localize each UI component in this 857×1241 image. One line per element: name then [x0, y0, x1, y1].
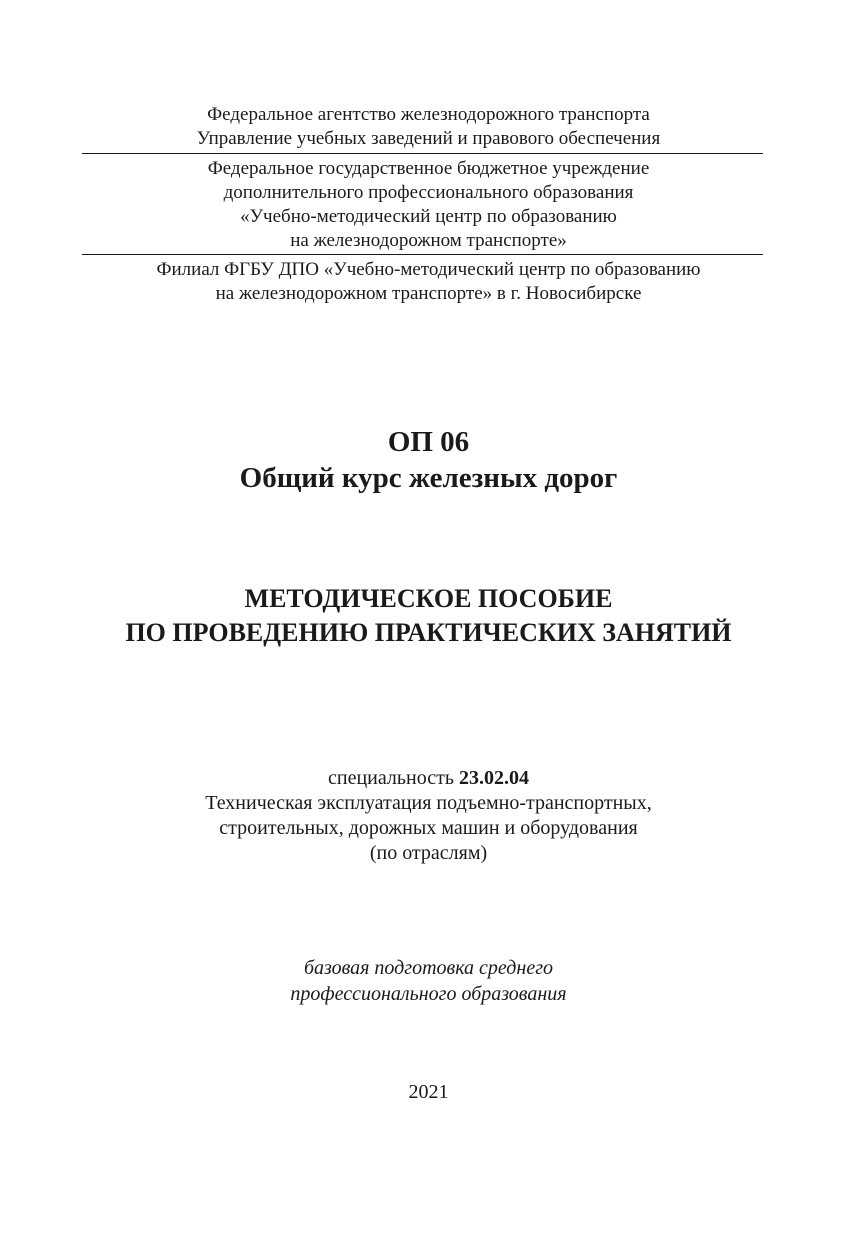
- specialty-code: 23.02.04: [458, 767, 529, 789]
- agency-line-2: Управление учебных заведений и правового обеспечения: [196, 128, 661, 149]
- specialty-line-2: строительных, дорожных машин и оборудования: [219, 817, 638, 839]
- institution-line-4: на железнодорожном транспорте»: [290, 230, 567, 251]
- specialty-block: [0, 766, 857, 866]
- institution-line-3: «Учебно-методический центр по образованию: [240, 206, 617, 227]
- header-divider-top: [82, 153, 763, 154]
- header-divider-bottom: [82, 254, 763, 255]
- course-name: Общий курс железных дорог: [239, 462, 618, 494]
- agency-block: [0, 103, 857, 151]
- specialty-prefix: специальность: [328, 767, 459, 789]
- specialty-line-3: (по отраслям): [369, 842, 488, 864]
- specialty-header: [0, 766, 857, 791]
- document-type-line-2: ПО ПРОВЕДЕНИЮ ПРАКТИЧЕСКИХ ЗАНЯТИЙ: [125, 618, 732, 647]
- title-block: [0, 424, 857, 496]
- branch-block: [0, 258, 857, 306]
- education-level-line-2: профессионального образования: [290, 983, 567, 1005]
- education-level-block: [0, 955, 857, 1007]
- specialty-line-1: Техническая эксплуатация подъемно-транспортных,: [205, 792, 652, 814]
- institution-line-2: дополнительного профессионального образования: [223, 182, 634, 203]
- course-code: ОП 06: [387, 426, 470, 458]
- education-level-line-1: базовая подготовка среднего: [303, 957, 554, 979]
- branch-line-2: на железнодорожном транспорте» в г. Новосибирске: [215, 283, 642, 304]
- document-type-block: [0, 582, 857, 650]
- publication-year: 2021: [408, 1081, 449, 1103]
- institution-line-1: Федеральное государственное бюджетное учреждение: [207, 158, 650, 179]
- institution-block: [0, 157, 857, 253]
- agency-line-1: Федеральное агентство железнодорожного транспорта: [207, 104, 650, 125]
- branch-line-1: Филиал ФГБУ ДПО «Учебно-методический центр по образованию: [156, 259, 701, 280]
- document-type-line-1: МЕТОДИЧЕСКОЕ ПОСОБИЕ: [244, 584, 613, 613]
